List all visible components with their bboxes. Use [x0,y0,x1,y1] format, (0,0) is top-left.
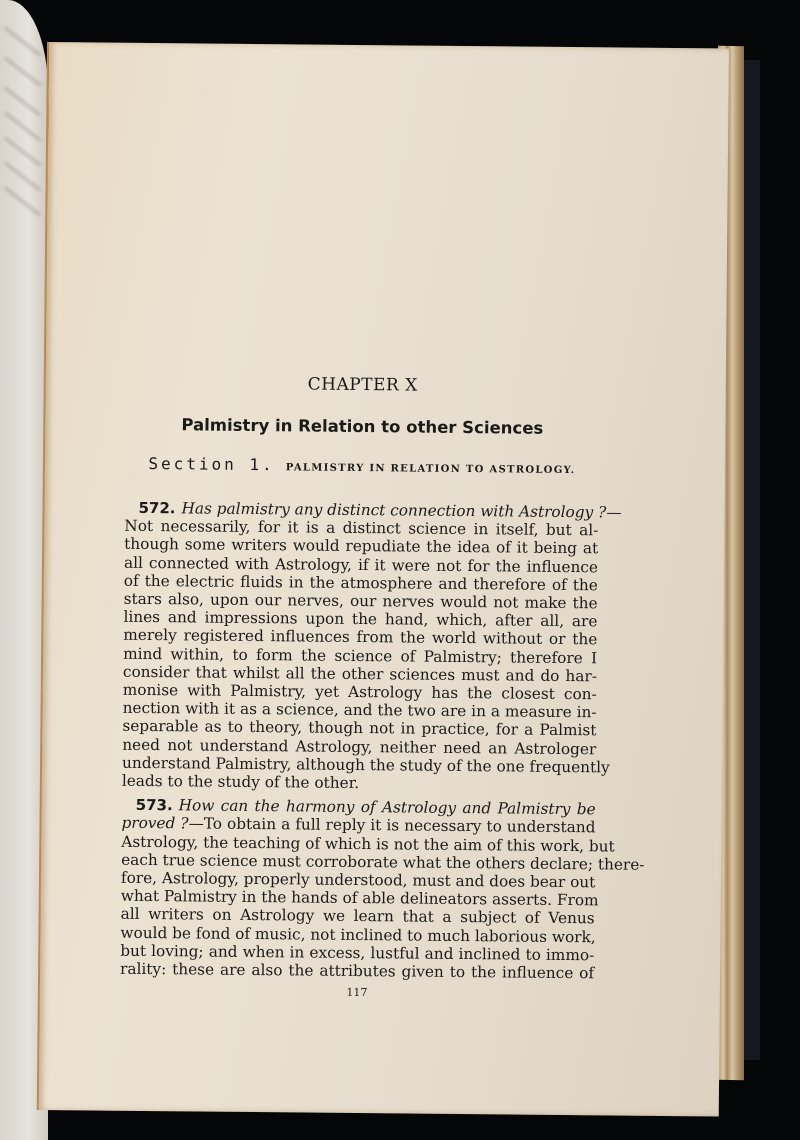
text-line: but loving; and when in excess, lustful and inclined to immo- [120,941,595,965]
page-shadow [4,86,41,116]
text-line: lines and impressions upon the hand, which, after all, are [123,607,598,631]
text-line: rality: these are also the attributes given to the influence of [120,959,595,983]
paragraph-572 [121,498,622,795]
section-label: Section 1. [148,453,275,475]
text-line: leads to the study of the other. [121,771,360,793]
text-line: nection with it as a science, and the two are in a measure in- [122,698,597,722]
text-line: monise with Palmistry, yet Astrology has the closest con- [122,680,597,704]
text-line: stars also, upon our nerves, our nerves would not make the [123,589,598,613]
page-shadow [4,161,41,191]
text-line: merely registered influences from the world without or the [123,626,598,649]
page-shadow [4,26,41,56]
text-line: To obtain a full reply it is necessary to understand [203,814,596,837]
page-shadow [4,111,41,141]
text-line: mind within, to form the science of Palmistry; therefore I [123,644,598,667]
page-content [120,373,645,1002]
paragraph-question: Has palmistry any distinct connection with Astrology ?— [181,499,622,522]
text-line: need not understand Astrology, neither need an Astrologer [122,735,597,758]
text-line: each true science must corroborate what the others declare; there- [121,850,645,874]
book-page [37,42,729,1116]
page-shadow [4,186,41,216]
chapter-heading: CHAPTER X [307,374,418,396]
page-shadow [4,56,41,86]
paragraph-question: How can the harmony of Astrology and Palmistry be [178,796,596,819]
text-line: fore, Astrology, properly understood, must and does bear out [120,868,596,892]
text-line: all connected with Astrology, if it were not for the influence [123,553,599,576]
text-line: would be fond of music, not inclined to much laborious work, [120,923,596,946]
chapter-title: Palmistry in Relation to other Sciences [181,415,544,438]
text-line: all writers on Astrology we learn that a subject of Venus [120,905,595,928]
text-line: though some writers would repudiate the idea of it being at [124,535,599,558]
text-line: of the electric fluids in the atmosphere and therefore of the [123,571,598,595]
text-line: Not necessarily, for it is a distinct science in itself, but al- [124,516,599,540]
paragraph-573 [120,796,645,983]
section-title: PALMISTRY IN RELATION TO ASTROLOGY. [285,462,576,477]
paragraph-question-cont: proved ?— [121,814,204,833]
text-line: Astrology, the teaching of which is not the aim of this work, but [121,832,615,856]
text-line: separable as to theory, though not in practice, for a Palmist [122,717,597,740]
paragraph-number: 573. [135,796,173,815]
page-shadow [4,136,41,166]
text-line: what Palmistry in the hands of able delineators asserts. From [120,887,599,910]
section-heading [125,454,599,478]
paragraph-number: 572. [138,498,176,518]
text-line: understand Palmistry, although the study of the one frequently [121,753,610,777]
text-line: consider that whilst all the other sciences must and do har- [122,662,598,686]
page-number: 117 [346,986,368,1000]
